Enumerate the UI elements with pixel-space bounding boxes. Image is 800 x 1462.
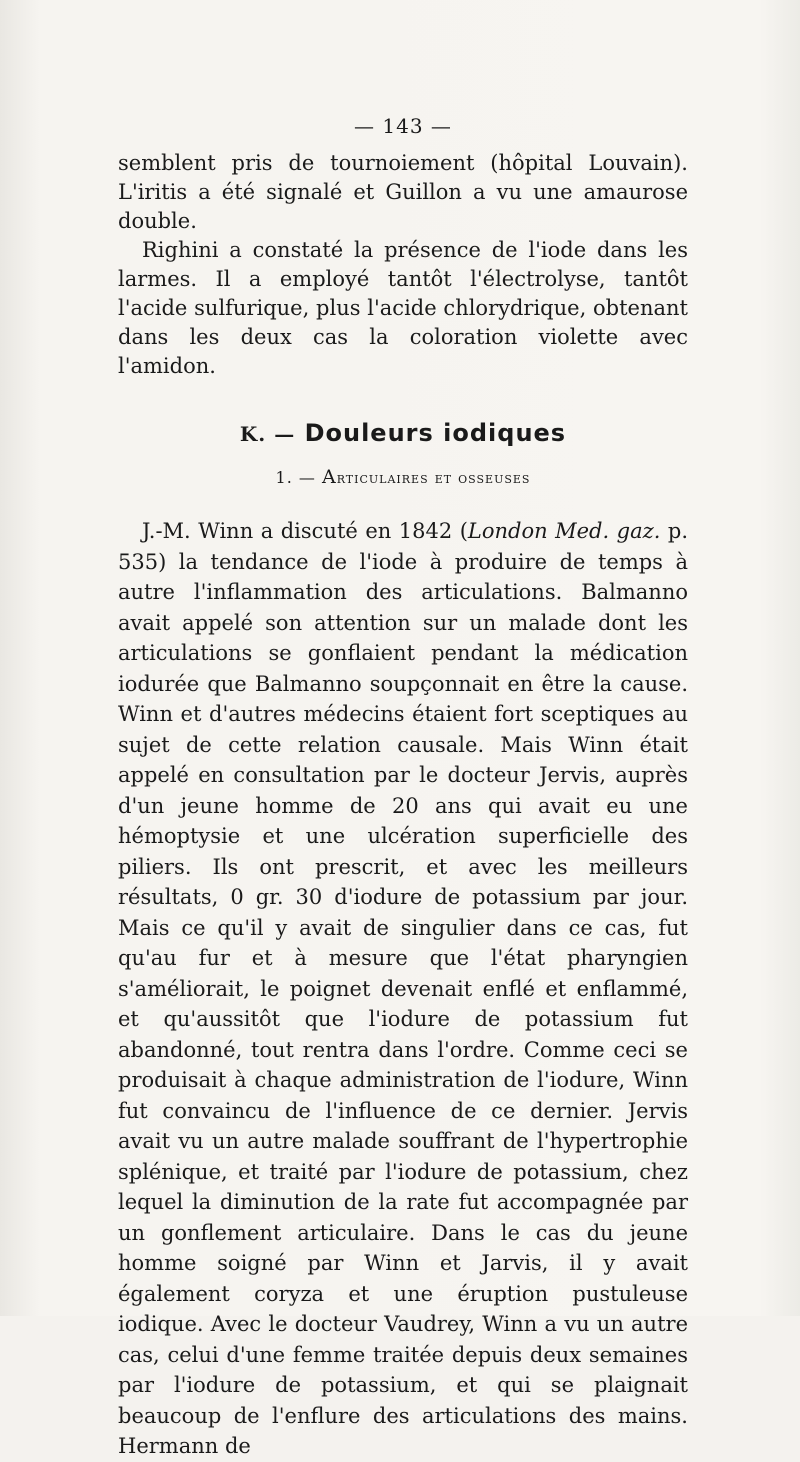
paragraph-winn-lead: J.-M. Winn a discuté en 1842 ( (142, 519, 468, 543)
subsection-initial: A (321, 466, 337, 488)
subsection-number: 1. — (275, 468, 316, 487)
page-number: — 143 — (354, 114, 452, 138)
section-letter: K. — (239, 422, 296, 446)
page-content (118, 112, 688, 1462)
section-heading (118, 419, 688, 449)
section-title: Douleurs iodiques (304, 419, 567, 447)
paragraph-righini: Righini a constaté la présence de l'iode dans les larmes. Il a employé tantôt l'électrolyse, tantôt l'acide sulfurique, plus l'acide chlorydrique, obtenant dans les deux cas la coloration violette avec l'amidon. (118, 238, 688, 378)
subsection-heading (118, 463, 688, 492)
citation: London Med. gaz. (467, 519, 661, 543)
subsection-title: rticulaires et osseuses (336, 468, 531, 487)
paragraph-continuation: semblent pris de tournoiement (hôpital Louvain). L'iritis a été signalé et Guillon a vu une amaurose double. (118, 151, 688, 233)
paragraph-winn (118, 516, 688, 1462)
paragraph-winn-body: p. 535) la tendance de l'iode à produire de temps à autre l'inflammation des articulations. Balmanno avait appelé son attention sur un malade dont les articulations se gonflaient pendant la médication iodurée que Balmanno soupçonnait en être la cause. Winn et d'autres médecins étaient fort sceptiques au sujet de cette relation causale. Mais Winn était appelé en consultation par le docteur Jervis, auprès d'un jeune homme de 20 ans qui avait eu une hémoptysie et une ulcération superficielle des piliers. Ils ont prescrit, et avec les meilleurs résultats, 0 gr. 30 d'iodure de potassium par jour. Mais ce qu'il y avait de singulier dans ce cas, fut qu'au fur et à mesure que l'état pharyngien s'améliorait, le poignet devenait enflé et enflammé, et qu'aussitôt que l'iodure de potassium fut abandonné, tout rentra dans l'ordre. Comme ceci se produisait à chaque administration de l'iodure, Winn fut convaincu de l'influence de ce dernier. Jervis avait vu un autre malade souffrant de l'hypertrophie splénique, et traité par l'iodure de potassium, chez lequel la diminution de la rate fut accompagnée par un gonflement articulaire. Dans le cas du jeune homme soigné par Winn et Jarvis, il y avait également coryza et une éruption pustuleuse iodique. Avec le docteur Vaudrey, Winn a vu un autre cas, celui d'une femme traitée depuis deux semaines par l'iodure de potassium, et qui se plaignait beaucoup de l'enflure des articulations des mains. Hermann de (118, 519, 689, 1458)
